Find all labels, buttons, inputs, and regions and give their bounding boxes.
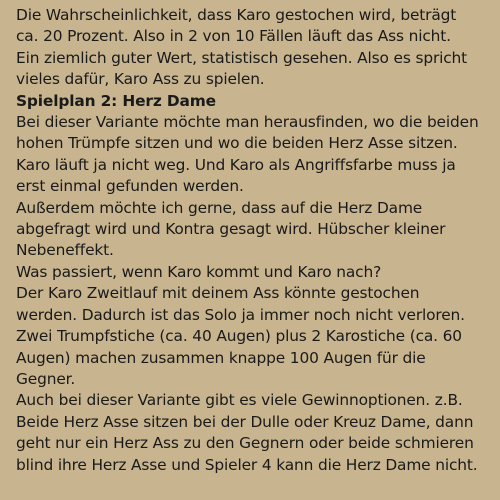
text-line: geht nur ein Herz Ass zu den Gegnern oder beide schmieren bbox=[16, 434, 474, 453]
text-line: Was passiert, wenn Karo kommt und Karo nach? bbox=[16, 262, 382, 281]
text-line: hohen Trümpfe sitzen und wo die beiden Herz Asse sitzen. bbox=[16, 134, 458, 153]
text-line: Gegner. bbox=[16, 369, 76, 388]
text-line: Bei dieser Variante möchte man herausfinden, wo die beiden bbox=[16, 113, 479, 132]
text-line: Augen) machen zusammen knappe 100 Augen für die bbox=[16, 348, 426, 367]
text-line: ca. 20 Prozent. Also in 2 von 10 Fällen läuft das Ass nicht. bbox=[16, 27, 451, 46]
text-line: abgefragt wird und Kontra gesagt wird. Hübscher kleiner bbox=[16, 220, 446, 239]
text-line: Außerdem möchte ich gerne, dass auf die Herz Dame bbox=[16, 198, 423, 217]
text-line: Auch bei dieser Variante gibt es viele Gewinnoptionen. z.B. bbox=[16, 391, 463, 410]
text-line: werden. Dadurch ist das Solo ja immer noch nicht verloren. bbox=[16, 305, 465, 324]
text-line: Der Karo Zweitlauf mit deinem Ass könnte gestochen bbox=[16, 284, 420, 303]
text-line: Zwei Trumpfstiche (ca. 40 Augen) plus 2 Karostiche (ca. 60 bbox=[16, 327, 462, 346]
text-line: vieles dafür, Karo Ass zu spielen. bbox=[16, 70, 265, 89]
text-line: Die Wahrscheinlichkeit, dass Karo gestochen wird, beträgt bbox=[16, 6, 457, 24]
text-line: Karo läuft ja nicht weg. Und Karo als Angriffsfarbe muss ja bbox=[16, 155, 456, 174]
text-line: Ein ziemlich guter Wert, statistisch gesehen. Also es spricht bbox=[16, 48, 468, 67]
section-heading: Spielplan 2: Herz Dame bbox=[16, 91, 216, 110]
text-line: blind ihre Herz Asse und Spieler 4 kann die Herz Dame nicht. bbox=[16, 455, 478, 474]
text-line: Nebeneffekt. bbox=[16, 241, 114, 260]
text-line: erst einmal gefunden werden. bbox=[16, 177, 244, 196]
text-line: Beide Herz Asse sitzen bei der Dulle oder Kreuz Dame, dann bbox=[16, 412, 474, 431]
